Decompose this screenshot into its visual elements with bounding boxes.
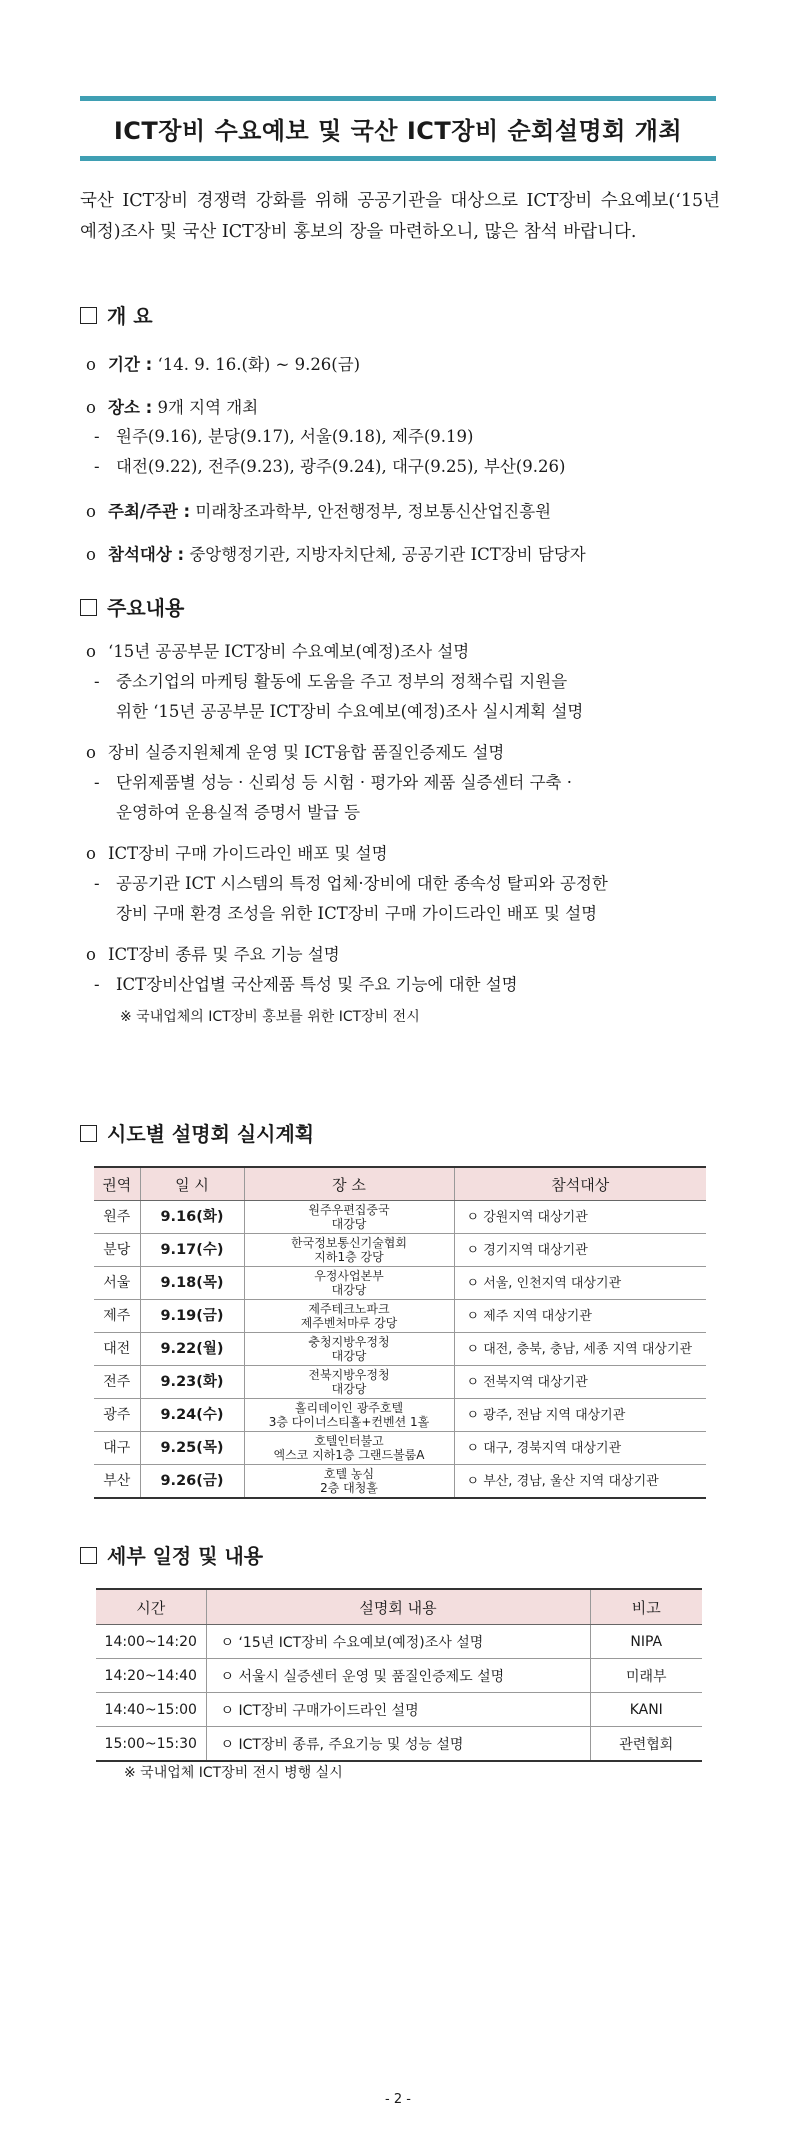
intro-paragraph: 국산 ICT장비 경쟁력 강화를 위해 공공기관을 대상으로 ICT장비 수요예보(‘15년 예정)조사 및 국산 ICT장비 홍보의 장을 마련하오니, 많은 참석 바랍니다. — [80, 191, 720, 242]
content-cell: ㅇ ICT장비 종류, 주요기능 및 성능 설명 — [206, 1727, 590, 1762]
table-row — [96, 1625, 702, 1659]
date-cell: 9.18(목) — [140, 1267, 244, 1300]
main-item-3-line1: 공공기관 ICT 시스템의 특정 업체·장비에 대한 종속성 탈피와 공정한 — [116, 874, 608, 893]
venue-name: 호텔 농심 — [323, 1467, 375, 1481]
main-item-3-detail: - 공공기관 ICT 시스템의 특정 업체·장비에 대한 종속성 탈피와 공정한 장비 구매 환경 조성을 위한 ICT장비 구매 가이드라인 배포 및 설명 — [94, 869, 734, 929]
main-item-2-line1: 단위제품별 성능 · 신뢰성 등 시험 · 평가와 제품 실증센터 구축 · — [116, 773, 572, 792]
main-item-2-detail: - 단위제품별 성능 · 신뢰성 등 시험 · 평가와 제품 실증센터 구축 · 운영하여 운용실적 증명서 발급 등 — [94, 768, 734, 828]
venue-room: 3층 다이너스티홀+컨벤션 1홀 — [268, 1415, 430, 1429]
region-cell: 전주 — [94, 1366, 140, 1399]
target-cell: ㅇ 대전, 충북, 충남, 세종 지역 대상기관 — [454, 1333, 706, 1366]
date-cell: 9.23(화) — [140, 1366, 244, 1399]
venue-room: 지하1층 강당 — [314, 1250, 384, 1264]
venue-cell — [244, 1465, 454, 1499]
venue-name: 우정사업본부 — [314, 1269, 384, 1283]
column-header-region: 권역 — [94, 1167, 140, 1201]
table-header-row — [94, 1167, 706, 1201]
venue-cell — [244, 1201, 454, 1234]
venue-name: 전북지방우정청 — [308, 1368, 390, 1382]
target-cell: ㅇ 부산, 경남, 울산 지역 대상기관 — [454, 1465, 706, 1499]
column-header-time: 시간 — [96, 1589, 206, 1625]
title-block — [80, 96, 716, 161]
detail-schedule-table — [96, 1588, 702, 1762]
main-item-1: o ‘15년 공공부문 ICT장비 수요예보(예정)조사 설명 — [86, 642, 470, 661]
venue-name: 한국정보통신기술협회 — [291, 1236, 407, 1250]
section-main-heading — [80, 592, 184, 621]
content-cell: ㅇ ICT장비 구매가이드라인 설명 — [206, 1693, 590, 1727]
region-cell: 광주 — [94, 1399, 140, 1432]
period-label: 기간 : — [108, 355, 153, 374]
audience-label: 참석대상 : — [108, 545, 185, 564]
section-main-title: 주요내용 — [107, 596, 185, 620]
host-value: 미래창조과학부, 안전행정부, 정보통신산업진흥원 — [195, 502, 552, 521]
target-cell: ㅇ 대구, 경북지역 대상기관 — [454, 1432, 706, 1465]
target-cell: ㅇ 서울, 인천지역 대상기관 — [454, 1267, 706, 1300]
target-cell: ㅇ 강원지역 대상기관 — [454, 1201, 706, 1234]
column-header-target: 참석대상 — [454, 1167, 706, 1201]
venue-name: 원주우편집중국 — [308, 1203, 390, 1217]
venue-name: 충청지방우정청 — [308, 1335, 390, 1349]
column-header-date: 일 시 — [140, 1167, 244, 1201]
checkbox-square-icon — [80, 1125, 97, 1142]
region-cell: 원주 — [94, 1201, 140, 1234]
main-item-3-line2: 장비 구매 환경 조성을 위한 ICT장비 구매 가이드라인 배포 및 설명 — [116, 904, 598, 923]
date-cell: 9.16(화) — [140, 1201, 244, 1234]
checkbox-square-icon — [80, 1547, 97, 1564]
checkbox-square-icon — [80, 307, 97, 324]
target-cell: ㅇ 경기지역 대상기관 — [454, 1234, 706, 1267]
target-cell: ㅇ 제주 지역 대상기관 — [454, 1300, 706, 1333]
content-cell: ㅇ 서울시 실증센터 운영 및 품질인증제도 설명 — [206, 1659, 590, 1693]
venue-cell — [244, 1432, 454, 1465]
table-row — [94, 1432, 706, 1465]
overview-host: o 주최/주관 : 미래창조과학부, 안전행정부, 정보통신산업진흥원 — [86, 502, 552, 521]
place-value: 9개 지역 개최 — [157, 398, 259, 417]
main-item-1-title: ‘15년 공공부문 ICT장비 수요예보(예정)조사 설명 — [108, 642, 470, 661]
venue-name: 호텔인터불고 — [314, 1434, 384, 1448]
venue-room: 엑스코 지하1층 그랜드볼룸A — [273, 1448, 425, 1462]
main-item-1-line2: 위한 ‘15년 공공부문 ICT장비 수요예보(예정)조사 실시계획 설명 — [116, 702, 584, 721]
table-row — [96, 1727, 702, 1762]
page-title: ICT장비 수요예보 및 국산 ICT장비 순회설명회 개최 — [113, 117, 683, 145]
date-cell: 9.22(월) — [140, 1333, 244, 1366]
main-item-4: o ICT장비 종류 및 주요 기능 설명 — [86, 945, 340, 964]
section-plan-heading — [80, 1118, 314, 1147]
table-row — [96, 1693, 702, 1727]
overview-audience: o 참석대상 : 중앙행정기관, 지방자치단체, 공공기관 ICT장비 담당자 — [86, 545, 586, 564]
venue-room: 대강당 — [331, 1349, 367, 1363]
time-cell: 15:00~15:30 — [96, 1727, 206, 1762]
main-item-1-line1: 중소기업의 마케팅 활동에 도움을 주고 정부의 정책수립 지원을 — [116, 672, 568, 691]
title-rule-bottom — [80, 156, 716, 161]
venue-cell — [244, 1267, 454, 1300]
note-cell: KANI — [590, 1693, 702, 1727]
table-row — [94, 1465, 706, 1499]
detail-footnote: ※ 국내업체 ICT장비 전시 병행 실시 — [124, 1765, 343, 1781]
main-item-2-title: 장비 실증지원체계 운영 및 ICT융합 품질인증제도 설명 — [108, 743, 505, 762]
main-item-4-title: ICT장비 종류 및 주요 기능 설명 — [108, 945, 340, 964]
place-line-1: - 원주(9.16), 분당(9.17), 서울(9.18), 제주(9.19) — [94, 427, 474, 446]
date-cell: 9.26(금) — [140, 1465, 244, 1499]
table-row — [94, 1201, 706, 1234]
place-line-1-text: 원주(9.16), 분당(9.17), 서울(9.18), 제주(9.19) — [116, 427, 474, 446]
venue-cell — [244, 1300, 454, 1333]
column-header-venue: 장 소 — [244, 1167, 454, 1201]
region-cell: 대구 — [94, 1432, 140, 1465]
content-cell: ㅇ ‘15년 ICT장비 수요예보(예정)조사 설명 — [206, 1625, 590, 1659]
venue-room: 제주벤처마루 강당 — [300, 1316, 398, 1330]
main-item-3: o ICT장비 구매 가이드라인 배포 및 설명 — [86, 844, 388, 863]
table-header-row — [96, 1589, 702, 1625]
overview-period: o 기간 : ‘14. 9. 16.(화) ~ 9.26(금) — [86, 355, 361, 374]
venue-name: 홀리데이인 광주호텔 — [294, 1401, 404, 1415]
host-label: 주최/주관 : — [108, 502, 191, 521]
section-overview-title: 개 요 — [107, 304, 153, 328]
venue-room: 대강당 — [331, 1382, 367, 1396]
target-cell: ㅇ 전북지역 대상기관 — [454, 1366, 706, 1399]
section-overview-heading — [80, 300, 153, 329]
time-cell: 14:00~14:20 — [96, 1625, 206, 1659]
section-detail-heading — [80, 1540, 263, 1569]
table-row — [94, 1234, 706, 1267]
region-cell: 제주 — [94, 1300, 140, 1333]
region-cell: 서울 — [94, 1267, 140, 1300]
main-item-4-detail: - ICT장비산업별 국산제품 특성 및 주요 기능에 대한 설명 — [94, 975, 518, 994]
venue-cell — [244, 1399, 454, 1432]
checkbox-square-icon — [80, 599, 97, 616]
table-row — [94, 1333, 706, 1366]
note-cell: 관련협회 — [590, 1727, 702, 1762]
table-row — [94, 1366, 706, 1399]
main-item-2: o 장비 실증지원체계 운영 및 ICT융합 품질인증제도 설명 — [86, 743, 505, 762]
region-cell: 대전 — [94, 1333, 140, 1366]
venue-cell — [244, 1234, 454, 1267]
venue-cell — [244, 1333, 454, 1366]
main-item-1-detail: - 중소기업의 마케팅 활동에 도움을 주고 정부의 정책수립 지원을 위한 ‘15년 공공부문 ICT장비 수요예보(예정)조사 실시계획 설명 — [94, 667, 734, 727]
period-value: ‘14. 9. 16.(화) ~ 9.26(금) — [157, 355, 361, 374]
venue-room: 대강당 — [331, 1217, 367, 1231]
time-cell: 14:40~15:00 — [96, 1693, 206, 1727]
date-cell: 9.19(금) — [140, 1300, 244, 1333]
table-row — [94, 1267, 706, 1300]
main-item-4-line1: ICT장비산업별 국산제품 특성 및 주요 기능에 대한 설명 — [116, 975, 518, 994]
note-cell: 미래부 — [590, 1659, 702, 1693]
date-cell: 9.24(수) — [140, 1399, 244, 1432]
table-row — [94, 1399, 706, 1432]
main-item-4-note: ※ 국내업체의 ICT장비 홍보를 위한 ICT장비 전시 — [120, 1009, 420, 1025]
region-cell: 부산 — [94, 1465, 140, 1499]
venue-cell — [244, 1366, 454, 1399]
column-header-content: 설명회 내용 — [206, 1589, 590, 1625]
overview-place: o 장소 : 9개 지역 개최 — [86, 398, 259, 417]
page-number: - 2 - — [385, 2092, 411, 2107]
place-line-2: - 대전(9.22), 전주(9.23), 광주(9.24), 대구(9.25), 부산(9.26) — [94, 457, 566, 476]
section-detail-title: 세부 일정 및 내용 — [107, 1544, 264, 1568]
target-cell: ㅇ 광주, 전남 지역 대상기관 — [454, 1399, 706, 1432]
main-item-2-line2: 운영하여 운용실적 증명서 발급 등 — [116, 803, 361, 822]
regional-schedule-table — [94, 1166, 706, 1499]
region-cell: 분당 — [94, 1234, 140, 1267]
place-label: 장소 : — [108, 398, 153, 417]
time-cell: 14:20~14:40 — [96, 1659, 206, 1693]
place-line-2-text: 대전(9.22), 전주(9.23), 광주(9.24), 대구(9.25), 부산(9.26) — [116, 457, 566, 476]
audience-value: 중앙행정기관, 지방자치단체, 공공기관 ICT장비 담당자 — [189, 545, 586, 564]
venue-room: 대강당 — [331, 1283, 367, 1297]
main-item-3-title: ICT장비 구매 가이드라인 배포 및 설명 — [108, 844, 388, 863]
venue-room: 2층 대청홀 — [320, 1481, 378, 1495]
table-row — [96, 1659, 702, 1693]
date-cell: 9.17(수) — [140, 1234, 244, 1267]
note-cell: NIPA — [590, 1625, 702, 1659]
section-plan-title: 시도별 설명회 실시계획 — [107, 1122, 315, 1146]
date-cell: 9.25(목) — [140, 1432, 244, 1465]
table-row — [94, 1300, 706, 1333]
column-header-note: 비고 — [590, 1589, 702, 1625]
venue-name: 제주테크노파크 — [308, 1302, 390, 1316]
